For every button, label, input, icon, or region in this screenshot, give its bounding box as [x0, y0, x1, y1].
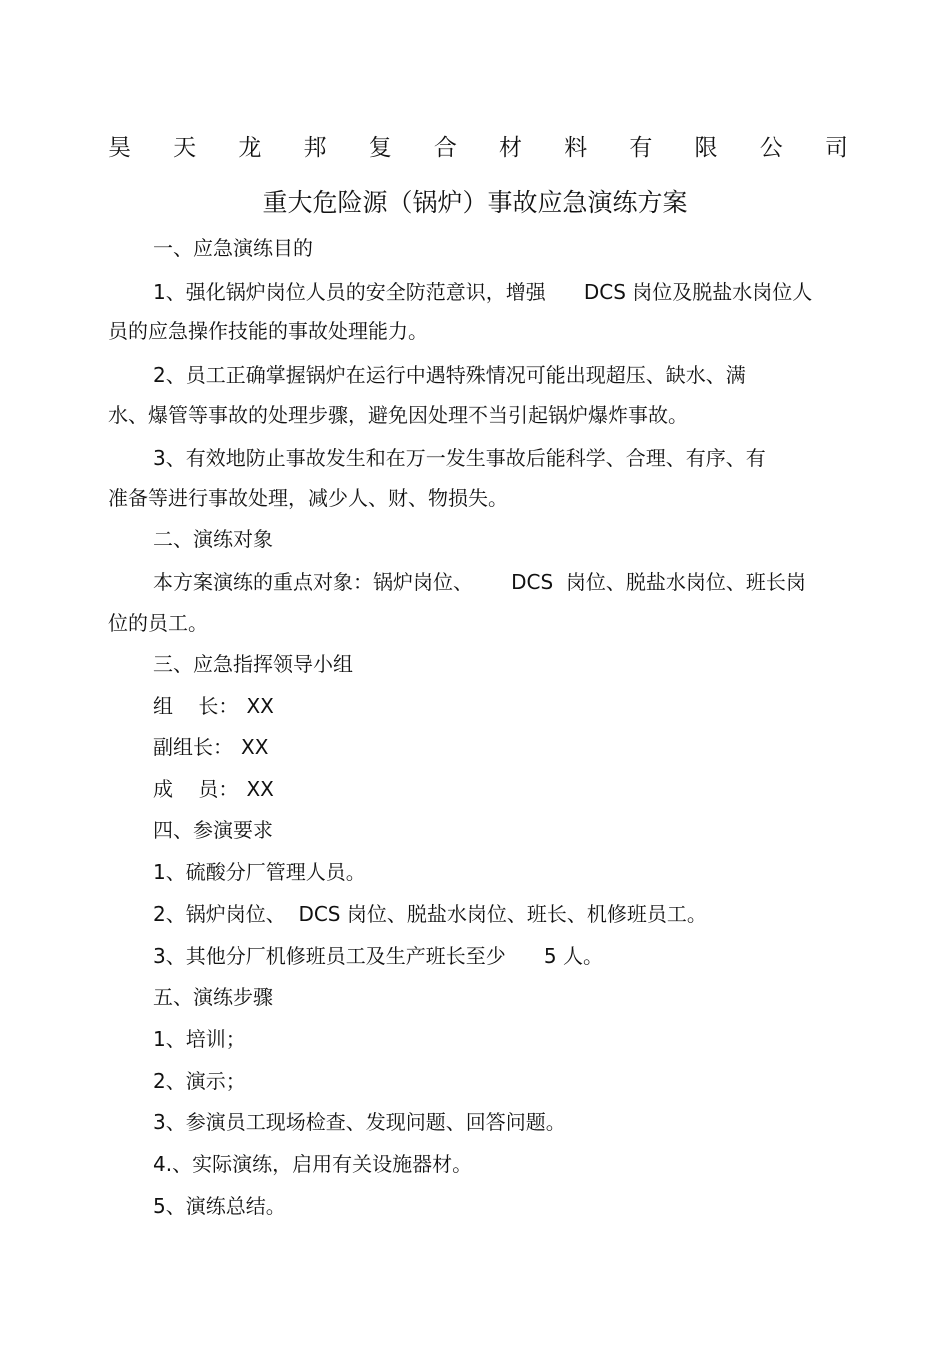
section-heading-command-group: 三、应急指挥领导小组	[153, 652, 353, 676]
purpose-1-line-1: 1、强化锅炉岗位人员的安全防范意识，增强 DCS 岗位及脱盐水岗位人	[153, 280, 813, 304]
step-3: 3、参演员工现场检查、发现问题、回答问题。	[153, 1110, 566, 1134]
document-title: 重大危险源（锅炉）事故应急演练方案	[262, 188, 688, 217]
member-label: 成 员：	[153, 777, 239, 801]
deputy-value: XX	[241, 735, 269, 759]
leader-row	[153, 694, 274, 718]
company-char: 限	[694, 135, 718, 161]
deputy-label: 副组长：	[153, 735, 233, 759]
section-heading-purpose: 一、应急演练目的	[153, 236, 313, 260]
company-char: 公	[759, 135, 783, 161]
company-char: 材	[499, 135, 523, 161]
section-heading-targets: 二、演练对象	[153, 527, 273, 551]
purpose-2-line-1: 2、员工正确掌握锅炉在运行中遇特殊情况可能出现超压、缺水、满	[153, 363, 746, 387]
company-char: 龙	[238, 135, 262, 161]
company-char: 昊	[108, 135, 131, 161]
member-row	[153, 777, 274, 801]
company-name	[108, 134, 848, 162]
deputy-row	[153, 735, 268, 759]
purpose-2-line-2: 水、爆管等事故的处理步骤，避免因处理不当引起锅炉爆炸事故。	[108, 403, 688, 427]
purpose-3-line-2: 准备等进行事故处理，减少人、财、物损失。	[108, 486, 508, 510]
company-char: 司	[824, 135, 848, 161]
company-char: 有	[629, 135, 653, 161]
targets-line-1: 本方案演练的重点对象：锅炉岗位、 DCS 岗位、脱盐水岗位、班长岗	[153, 570, 806, 594]
requirement-1: 1、硫酸分厂管理人员。	[153, 860, 366, 884]
section-heading-requirements: 四、参演要求	[153, 818, 273, 842]
purpose-1-line-2: 员的应急操作技能的事故处理能力。	[108, 319, 428, 343]
member-value: XX	[246, 777, 274, 801]
company-char: 复	[368, 135, 392, 161]
step-2: 2、演示；	[153, 1069, 246, 1093]
company-char: 料	[564, 135, 588, 161]
leader-value: XX	[246, 694, 274, 718]
requirement-3: 3、其他分厂机修班员工及生产班长至少 5 人。	[153, 944, 603, 968]
targets-line-2: 位的员工。	[108, 611, 208, 635]
step-1: 1、培训；	[153, 1027, 246, 1051]
leader-label: 组 长：	[153, 694, 239, 718]
company-char: 天	[173, 135, 197, 161]
step-5: 5、演练总结。	[153, 1194, 286, 1218]
company-char: 合	[433, 135, 457, 161]
section-heading-steps: 五、演练步骤	[153, 985, 273, 1009]
purpose-3-line-1: 3、有效地防止事故发生和在万一发生事故后能科学、合理、有序、有	[153, 446, 766, 470]
company-char: 邦	[303, 135, 327, 161]
requirement-2: 2、锅炉岗位、 DCS 岗位、脱盐水岗位、班长、机修班员工。	[153, 902, 707, 926]
step-4: 4.、实际演练，启用有关设施器材。	[153, 1152, 473, 1176]
